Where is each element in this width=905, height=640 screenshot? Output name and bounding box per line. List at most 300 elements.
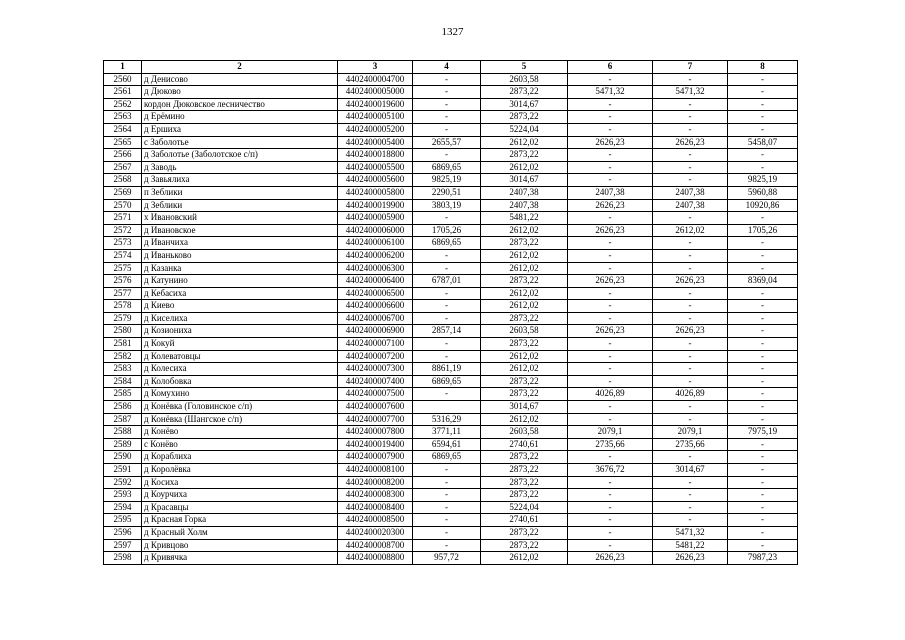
table-row [104, 350, 798, 363]
settlement-name-cell: д Катунино [142, 275, 338, 288]
value-cell: 2873,22 [481, 338, 568, 351]
row-number-cell: 2566 [104, 149, 142, 162]
value-cell: 2612,02 [481, 161, 568, 174]
table-row [104, 464, 798, 477]
value-cell: 2740,61 [481, 514, 568, 527]
settlement-name-cell: д Казанка [142, 262, 338, 275]
value-cell: - [413, 249, 481, 262]
value-cell: 6787,01 [413, 275, 481, 288]
value-cell: 2873,22 [481, 375, 568, 388]
value-cell: - [653, 363, 728, 376]
value-cell: - [728, 111, 798, 124]
row-number-cell: 2570 [104, 199, 142, 212]
value-cell: 2612,02 [481, 249, 568, 262]
table-row [104, 212, 798, 225]
value-cell: - [728, 312, 798, 325]
value-cell: 2873,22 [481, 86, 568, 99]
value-cell: - [728, 262, 798, 275]
code-cell: 4402400006200 [338, 249, 413, 262]
value-cell: 10920,86 [728, 199, 798, 212]
row-number-cell: 2560 [104, 73, 142, 86]
row-number-cell: 2590 [104, 451, 142, 464]
settlement-name-cell: д Заболотье (Заболотское с/п) [142, 149, 338, 162]
code-cell: 4402400005400 [338, 136, 413, 149]
value-cell: - [568, 300, 653, 313]
row-number-cell: 2589 [104, 438, 142, 451]
value-cell: - [413, 262, 481, 275]
value-cell: - [413, 212, 481, 225]
value-cell: - [568, 98, 653, 111]
value-cell: 4026,89 [568, 388, 653, 401]
value-cell: - [568, 123, 653, 136]
row-number-cell: 2584 [104, 375, 142, 388]
value-cell: 2873,22 [481, 539, 568, 552]
value-cell: - [568, 174, 653, 187]
value-cell: 3771,11 [413, 426, 481, 439]
value-cell: 1705,26 [728, 224, 798, 237]
value-cell: - [728, 514, 798, 527]
value-cell: - [568, 161, 653, 174]
settlement-name-cell: д Конёвка (Головинское с/п) [142, 401, 338, 414]
value-cell: 2407,38 [568, 186, 653, 199]
settlement-name-cell: д Кривцово [142, 539, 338, 552]
settlement-name-cell: д Заводь [142, 161, 338, 174]
value-cell: 2626,23 [568, 275, 653, 288]
settlement-name-cell: д Красная Горка [142, 514, 338, 527]
value-cell: 8369,04 [728, 275, 798, 288]
value-cell: 2612,02 [481, 262, 568, 275]
value-cell: 2612,02 [653, 224, 728, 237]
value-cell: - [728, 98, 798, 111]
row-number-cell: 2577 [104, 287, 142, 300]
value-cell: 2626,23 [653, 136, 728, 149]
row-number-cell: 2595 [104, 514, 142, 527]
code-cell: 4402400019400 [338, 438, 413, 451]
value-cell: - [568, 237, 653, 250]
settlement-name-cell: д Кебасиха [142, 287, 338, 300]
table-header-row [104, 61, 798, 74]
value-cell: - [653, 98, 728, 111]
value-cell: - [728, 287, 798, 300]
code-cell: 4402400006100 [338, 237, 413, 250]
value-cell: 2612,02 [481, 300, 568, 313]
value-cell: 2626,23 [568, 325, 653, 338]
value-cell: - [728, 338, 798, 351]
value-cell: 2873,22 [481, 464, 568, 477]
value-cell: - [728, 464, 798, 477]
code-cell: 4402400006600 [338, 300, 413, 313]
value-cell: - [413, 111, 481, 124]
value-cell: - [413, 476, 481, 489]
value-cell: - [568, 287, 653, 300]
value-cell: 2735,66 [653, 438, 728, 451]
value-cell: - [413, 287, 481, 300]
table-row [104, 363, 798, 376]
code-cell: 4402400005500 [338, 161, 413, 174]
settlement-name-cell: д Киселиха [142, 312, 338, 325]
value-cell: 2873,22 [481, 111, 568, 124]
value-cell: - [568, 375, 653, 388]
value-cell: 2407,38 [481, 186, 568, 199]
settlement-name-cell: д Денисово [142, 73, 338, 86]
table-row [104, 388, 798, 401]
value-cell: - [413, 86, 481, 99]
table-row [104, 312, 798, 325]
row-number-cell: 2574 [104, 249, 142, 262]
value-cell: 9825,19 [413, 174, 481, 187]
value-cell: - [568, 262, 653, 275]
value-cell: - [653, 174, 728, 187]
table-row [104, 224, 798, 237]
table-row [104, 526, 798, 539]
code-cell: 4402400006700 [338, 312, 413, 325]
settlement-name-cell: д Ерёмино [142, 111, 338, 124]
value-cell: - [568, 413, 653, 426]
value-cell: 2873,22 [481, 275, 568, 288]
value-cell: - [413, 539, 481, 552]
value-cell: 2407,38 [481, 199, 568, 212]
value-cell: - [728, 438, 798, 451]
value-cell: - [653, 501, 728, 514]
value-cell: - [653, 489, 728, 502]
value-cell: - [413, 388, 481, 401]
settlement-name-cell: с Заболотье [142, 136, 338, 149]
value-cell: 2612,02 [481, 224, 568, 237]
table-row [104, 174, 798, 187]
table-row [104, 451, 798, 464]
settlement-name-cell: д Кривячка [142, 552, 338, 565]
value-cell: - [568, 149, 653, 162]
value-cell: 2626,23 [568, 199, 653, 212]
value-cell: - [413, 338, 481, 351]
row-number-cell: 2564 [104, 123, 142, 136]
value-cell: - [728, 413, 798, 426]
settlement-name-cell: д Красавцы [142, 501, 338, 514]
value-cell: - [728, 161, 798, 174]
value-cell: 2735,66 [568, 438, 653, 451]
code-cell: 4402400018800 [338, 149, 413, 162]
code-cell: 4402400006500 [338, 287, 413, 300]
value-cell: 2407,38 [653, 186, 728, 199]
value-cell: - [728, 86, 798, 99]
value-cell: 2626,23 [653, 552, 728, 565]
value-cell: 2626,23 [653, 325, 728, 338]
value-cell: - [653, 237, 728, 250]
value-cell: - [413, 350, 481, 363]
value-cell: - [653, 312, 728, 325]
value-cell: - [568, 111, 653, 124]
value-cell: 5224,04 [481, 501, 568, 514]
settlement-name-cell: д Комухино [142, 388, 338, 401]
row-number-cell: 2587 [104, 413, 142, 426]
value-cell: 2626,23 [653, 275, 728, 288]
row-number-cell: 2565 [104, 136, 142, 149]
value-cell: - [653, 413, 728, 426]
value-cell: - [728, 237, 798, 250]
value-cell: 5481,22 [481, 212, 568, 225]
value-cell: 9825,19 [728, 174, 798, 187]
value-cell: - [568, 338, 653, 351]
code-cell: 4402400004700 [338, 73, 413, 86]
value-cell: 7975,19 [728, 426, 798, 439]
code-cell: 4402400007400 [338, 375, 413, 388]
value-cell: - [413, 489, 481, 502]
settlement-name-cell: с Конёво [142, 438, 338, 451]
row-number-cell: 2569 [104, 186, 142, 199]
value-cell: 5471,32 [568, 86, 653, 99]
settlement-name-cell: д Колесиха [142, 363, 338, 376]
value-cell: - [653, 249, 728, 262]
value-cell: 2626,23 [568, 224, 653, 237]
value-cell: - [568, 350, 653, 363]
table-row [104, 325, 798, 338]
code-cell: 4402400005900 [338, 212, 413, 225]
settlement-name-cell: х Ивановский [142, 212, 338, 225]
code-cell: 4402400019600 [338, 98, 413, 111]
value-cell: - [653, 212, 728, 225]
value-cell: - [413, 464, 481, 477]
row-number-cell: 2576 [104, 275, 142, 288]
settlement-name-cell: д Колеватовцы [142, 350, 338, 363]
table-row [104, 514, 798, 527]
value-cell: 5960,88 [728, 186, 798, 199]
row-number-cell: 2594 [104, 501, 142, 514]
row-number-cell: 2561 [104, 86, 142, 99]
row-number-cell: 2586 [104, 401, 142, 414]
value-cell: - [568, 73, 653, 86]
row-number-cell: 2585 [104, 388, 142, 401]
row-number-cell: 2591 [104, 464, 142, 477]
table-row [104, 501, 798, 514]
value-cell: 6869,65 [413, 451, 481, 464]
value-cell: - [653, 338, 728, 351]
code-cell: 4402400005200 [338, 123, 413, 136]
code-cell: 4402400005800 [338, 186, 413, 199]
row-number-cell: 2583 [104, 363, 142, 376]
value-cell: - [653, 476, 728, 489]
table-row [104, 149, 798, 162]
code-cell: 4402400007900 [338, 451, 413, 464]
settlement-name-cell: кордон Дюковское лесничество [142, 98, 338, 111]
value-cell: 957,72 [413, 552, 481, 565]
code-cell: 4402400006300 [338, 262, 413, 275]
value-cell: - [413, 149, 481, 162]
row-number-cell: 2593 [104, 489, 142, 502]
column-header: 8 [728, 61, 798, 74]
table-row [104, 98, 798, 111]
value-cell: 8861,19 [413, 363, 481, 376]
row-number-cell: 2575 [104, 262, 142, 275]
settlement-name-cell: д Конёво [142, 426, 338, 439]
value-cell: 2873,22 [481, 451, 568, 464]
column-header: 2 [142, 61, 338, 74]
row-number-cell: 2562 [104, 98, 142, 111]
value-cell: - [653, 350, 728, 363]
settlement-name-cell: д Киево [142, 300, 338, 313]
code-cell: 4402400008100 [338, 464, 413, 477]
value-cell: - [653, 375, 728, 388]
settlement-name-cell: д Конёвка (Шангское с/п) [142, 413, 338, 426]
value-cell: - [728, 212, 798, 225]
table-row [104, 275, 798, 288]
row-number-cell: 2568 [104, 174, 142, 187]
value-cell: 6594,61 [413, 438, 481, 451]
code-cell: 4402400006400 [338, 275, 413, 288]
value-cell: 2873,22 [481, 476, 568, 489]
value-cell: 2626,23 [568, 552, 653, 565]
value-cell: 2612,02 [481, 413, 568, 426]
data-table [103, 60, 798, 565]
value-cell: 2603,58 [481, 73, 568, 86]
code-cell: 4402400008700 [338, 539, 413, 552]
column-header: 7 [653, 61, 728, 74]
row-number-cell: 2596 [104, 526, 142, 539]
value-cell: - [568, 363, 653, 376]
value-cell: - [413, 312, 481, 325]
value-cell: 2655,57 [413, 136, 481, 149]
value-cell: 5481,22 [653, 539, 728, 552]
value-cell: 4026,89 [653, 388, 728, 401]
value-cell: 2612,02 [481, 287, 568, 300]
settlement-name-cell: д Колобовка [142, 375, 338, 388]
value-cell: - [653, 514, 728, 527]
table-row [104, 552, 798, 565]
value-cell: 2873,22 [481, 526, 568, 539]
value-cell: 2873,22 [481, 388, 568, 401]
value-cell: 3014,67 [481, 98, 568, 111]
value-cell: - [728, 476, 798, 489]
value-cell: 2603,58 [481, 426, 568, 439]
code-cell: 4402400007500 [338, 388, 413, 401]
value-cell: - [728, 249, 798, 262]
value-cell: 2857,14 [413, 325, 481, 338]
table-row [104, 199, 798, 212]
column-header: 5 [481, 61, 568, 74]
value-cell: - [653, 287, 728, 300]
table-row [104, 123, 798, 136]
value-cell: - [653, 262, 728, 275]
row-number-cell: 2563 [104, 111, 142, 124]
value-cell: 2873,22 [481, 149, 568, 162]
value-cell: - [728, 526, 798, 539]
value-cell: - [568, 539, 653, 552]
value-cell: 3014,67 [481, 401, 568, 414]
value-cell: - [728, 501, 798, 514]
settlement-name-cell: д Коурчиха [142, 489, 338, 502]
value-cell: 7987,23 [728, 552, 798, 565]
table-row [104, 476, 798, 489]
table-row [104, 300, 798, 313]
settlement-name-cell: д Козиониха [142, 325, 338, 338]
column-header: 1 [104, 61, 142, 74]
row-number-cell: 2580 [104, 325, 142, 338]
table-row [104, 413, 798, 426]
value-cell: - [568, 526, 653, 539]
settlement-name-cell: д Кораблиха [142, 451, 338, 464]
code-cell: 4402400007300 [338, 363, 413, 376]
row-number-cell: 2572 [104, 224, 142, 237]
value-cell: 3014,67 [653, 464, 728, 477]
value-cell: - [413, 98, 481, 111]
row-number-cell: 2578 [104, 300, 142, 313]
value-cell: 3676,72 [568, 464, 653, 477]
value-cell: 2626,23 [568, 136, 653, 149]
table-row [104, 426, 798, 439]
value-cell: - [653, 401, 728, 414]
value-cell: 2079,1 [568, 426, 653, 439]
value-cell: - [728, 401, 798, 414]
value-cell: - [413, 300, 481, 313]
value-cell: 2612,02 [481, 363, 568, 376]
value-cell: 2603,58 [481, 325, 568, 338]
value-cell: - [413, 123, 481, 136]
value-cell: 2612,02 [481, 552, 568, 565]
value-cell: 2873,22 [481, 237, 568, 250]
code-cell: 4402400006000 [338, 224, 413, 237]
value-cell: - [728, 300, 798, 313]
table-row [104, 136, 798, 149]
value-cell: - [568, 451, 653, 464]
settlement-name-cell: д Завьялиха [142, 174, 338, 187]
table-row [104, 237, 798, 250]
table-row [104, 338, 798, 351]
code-cell: 4402400005600 [338, 174, 413, 187]
value-cell: - [653, 451, 728, 464]
table-row [104, 489, 798, 502]
column-header: 3 [338, 61, 413, 74]
table-row [104, 262, 798, 275]
table-row [104, 375, 798, 388]
settlement-name-cell: д Зеблики [142, 199, 338, 212]
table-row [104, 161, 798, 174]
row-number-cell: 2567 [104, 161, 142, 174]
value-cell: - [568, 476, 653, 489]
row-number-cell: 2582 [104, 350, 142, 363]
value-cell: 5224,04 [481, 123, 568, 136]
code-cell: 4402400007200 [338, 350, 413, 363]
value-cell [413, 401, 481, 414]
value-cell: - [728, 375, 798, 388]
value-cell: - [653, 149, 728, 162]
value-cell: 2612,02 [481, 350, 568, 363]
settlement-name-cell: д Королёвка [142, 464, 338, 477]
column-header: 4 [413, 61, 481, 74]
table-row [104, 539, 798, 552]
value-cell: - [653, 73, 728, 86]
code-cell: 4402400007600 [338, 401, 413, 414]
value-cell: - [653, 300, 728, 313]
row-number-cell: 2588 [104, 426, 142, 439]
settlement-name-cell: д Иваньково [142, 249, 338, 262]
settlement-name-cell: д Иванчиха [142, 237, 338, 250]
settlement-name-cell: д Дюково [142, 86, 338, 99]
value-cell: 2740,61 [481, 438, 568, 451]
code-cell: 4402400008800 [338, 552, 413, 565]
value-cell: - [728, 388, 798, 401]
value-cell: - [728, 149, 798, 162]
code-cell: 4402400007800 [338, 426, 413, 439]
row-number-cell: 2597 [104, 539, 142, 552]
row-number-cell: 2573 [104, 237, 142, 250]
value-cell: 6869,65 [413, 237, 481, 250]
value-cell: - [728, 325, 798, 338]
value-cell: - [653, 123, 728, 136]
table-row [104, 249, 798, 262]
value-cell: 6869,65 [413, 161, 481, 174]
table-row [104, 438, 798, 451]
row-number-cell: 2579 [104, 312, 142, 325]
settlement-name-cell: д Ивановское [142, 224, 338, 237]
